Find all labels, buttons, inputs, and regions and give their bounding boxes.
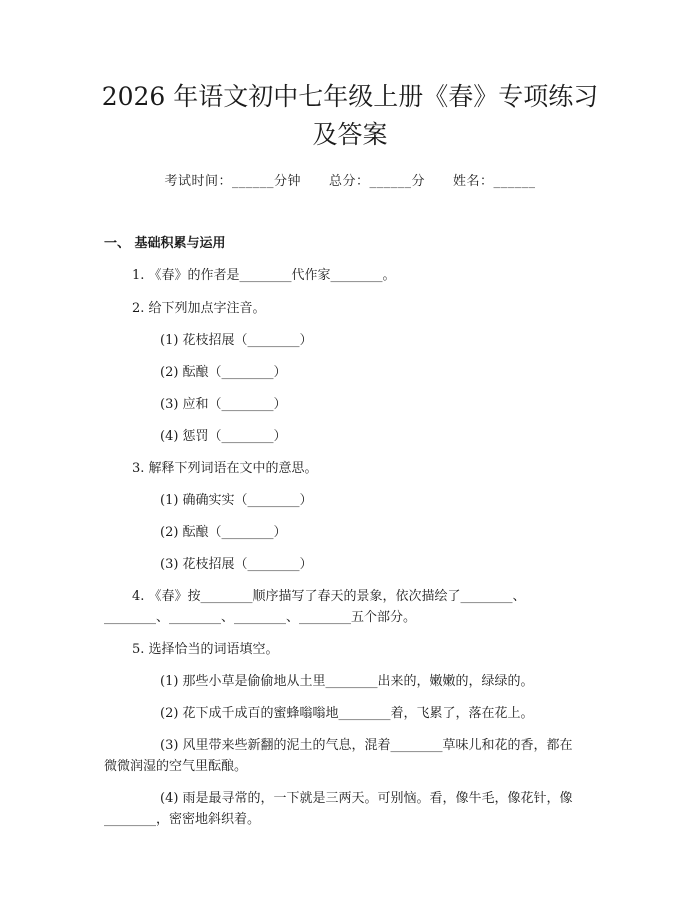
page-title [0, 78, 700, 154]
question-5-item-4-line-1: (4) 雨是最寻常的，一下就是三两天。可别恼。看，像牛毛，像花针，像 [160, 791, 573, 806]
question-2-item-1: (1) 花枝招展（________） [160, 333, 313, 348]
section-heading: 一、 基础积累与运用 [104, 236, 226, 251]
exam-score: 总分：______分 [328, 174, 425, 189]
exam-name: 姓名：______ [453, 174, 536, 189]
question-3-item-2: (2) 酝酿（________） [160, 525, 287, 540]
question-2: 2. 给下列加点字注音。 [132, 301, 266, 316]
question-5: 5. 选择恰当的词语填空。 [132, 642, 279, 657]
title-line-1: 2026 年语文初中七年级上册《春》专项练习 [101, 82, 599, 111]
question-3: 3. 解释下列词语在文中的意思。 [132, 461, 318, 476]
question-5-item-4-line-2: ________，密密地斜织着。 [104, 812, 261, 827]
question-4-line-1: 4. 《春》按________顺序描写了春天的景象，依次描绘了________、 [132, 589, 526, 604]
question-3-item-1: (1) 确确实实（________） [160, 493, 313, 508]
exam-meta [0, 170, 700, 189]
question-5-item-2: (2) 花下成千成百的蜜蜂嗡嗡地________着，飞累了，落在花上。 [160, 706, 534, 721]
exam-time: 考试时间：______分钟 [164, 174, 301, 189]
title-line-2: 及答案 [312, 120, 388, 149]
question-4-line-2: ________、________、________、________五个部分。 [104, 610, 417, 625]
question-2-item-4: (4) 惩罚（________） [160, 429, 287, 444]
question-3-item-3: (3) 花枝招展（________） [160, 557, 313, 572]
question-1: 1. 《春》的作者是________代作家________。 [132, 268, 396, 283]
question-5-item-3-line-2: 微微润湿的空气里酝酿。 [104, 759, 248, 774]
question-5-item-3-line-1: (3) 风里带来些新翻的泥土的气息，混着________草味儿和花的香，都在 [160, 738, 573, 753]
question-2-item-3: (3) 应和（________） [160, 397, 287, 412]
question-2-item-2: (2) 酝酿（________） [160, 365, 287, 380]
question-5-item-1: (1) 那些小草是偷偷地从土里________出来的，嫩嫩的，绿绿的。 [160, 674, 534, 689]
